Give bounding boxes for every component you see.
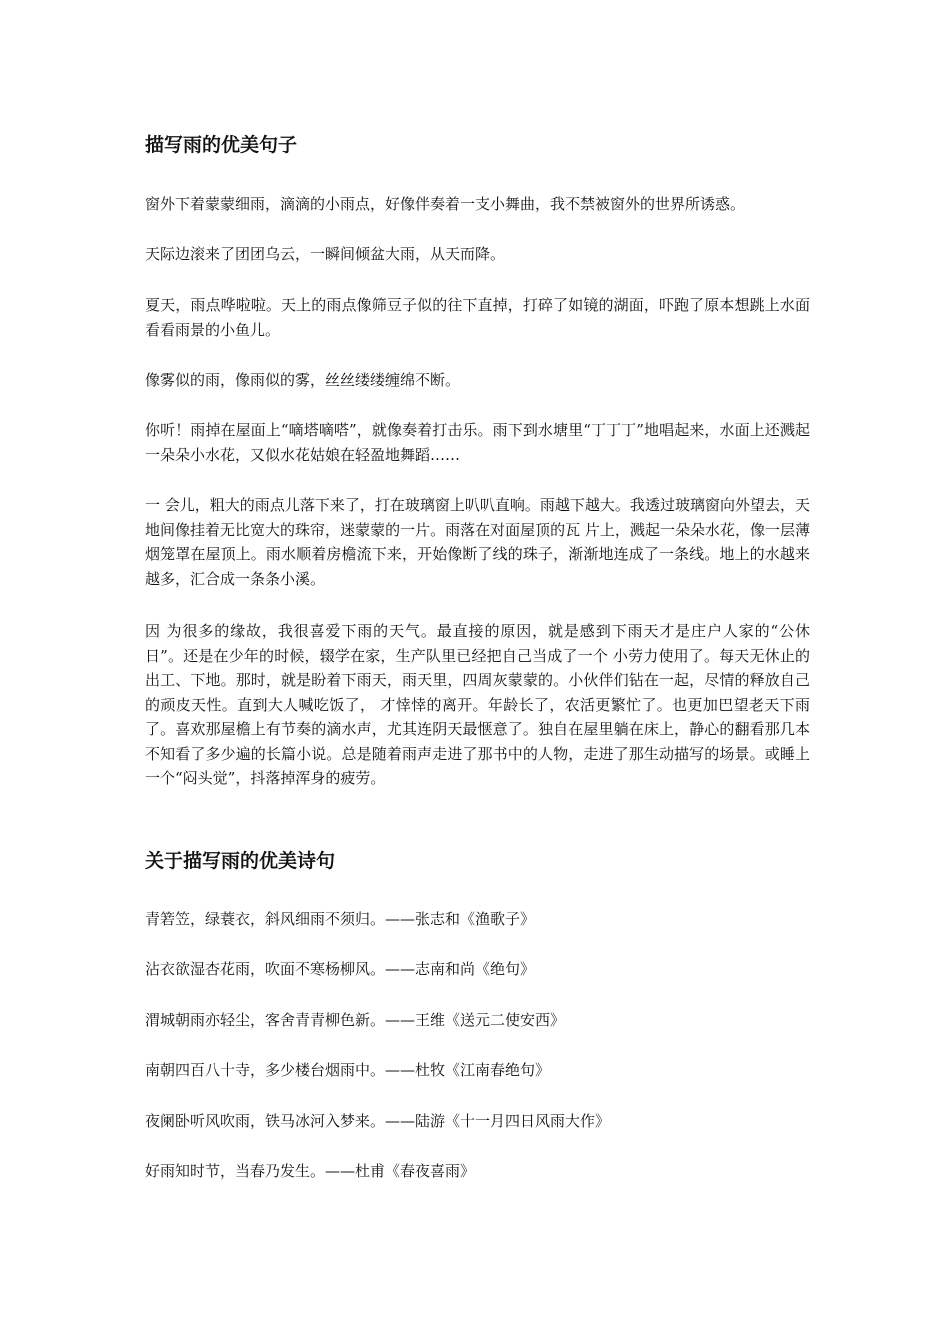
poem-line: 青箬笠，绿蓑衣，斜风细雨不须归。——张志和《渔歌子》 (145, 910, 536, 928)
paragraph: 你听！雨掉在屋面上“嘀塔嘀嗒”，就像奏着打击乐。雨下到水塘里“丁丁丁”地唱起来，水面上还溅起一朵朵小水花，又似水花姑娘在轻盈地舞蹈…… (145, 421, 810, 464)
poem-line: 好雨知时节，当春乃发生。——杜甫《春夜喜雨》 (145, 1162, 476, 1180)
paragraph: 夏天，雨点哗啦啦。天上的雨点像筛豆子似的往下直掉，打碎了如镜的湖面，吓跑了原本想跳上水面看看雨景的小鱼儿。 (145, 296, 810, 339)
poem-line: 南朝四百八十寺，多少楼台烟雨中。——杜牧《江南春绝句》 (145, 1061, 551, 1079)
paragraph: 窗外下着蒙蒙细雨，滴滴的小雨点，好像伴奏着一支小舞曲，我不禁被窗外的世界所诱惑。 (145, 195, 746, 213)
paragraph: 像雾似的雨，像雨似的雾，丝丝缕缕缠绵不断。 (145, 371, 461, 389)
section-heading-sentences: 描写雨的优美句子 (145, 134, 298, 156)
poem-line: 渭城朝雨亦轻尘，客舍青青柳色新。——王维《送元二使安西》 (145, 1011, 566, 1029)
poem-line: 夜阑卧听风吹雨，铁马冰河入梦来。——陆游《十一月四日风雨大作》 (145, 1112, 611, 1130)
paragraph: 因 为很多的缘故，我很喜爱下雨的天气。最直接的原因，就是感到下雨天才是庄户人家的“公休日”。还是在少年的时候，辍学在家，生产队里已经把自己当成了一个 小劳力使用了。每天无休止的出工、下地。那时，就是盼着下雨天，雨天里，四周灰蒙蒙的。小伙伴们钻在一起，尽情的释放自己的顽皮天性。直到大人喊吃饭了， 才悻悻的离开。年龄长了，农活更繁忙了。也更加巴望老天下雨了。喜欢那屋檐上有节奏的滴水声，尤其连阴天最惬意了。独自在屋里躺在床上，静心的翻看那几本 不知看了多少遍的长篇小说。总是随着雨声走进了那书中的人物，走进了那生动描写的场景。或睡上一个“闷头觉”，抖落掉浑身的疲劳。 (145, 622, 810, 787)
poem-line: 沾衣欲湿杏花雨，吹面不寒杨柳风。——志南和尚《绝句》 (145, 960, 536, 978)
section-heading-poems: 关于描写雨的优美诗句 (145, 850, 336, 872)
paragraph: 天际边滚来了团团乌云，一瞬间倾盆大雨，从天而降。 (145, 245, 506, 263)
paragraph: 一 会儿，粗大的雨点儿落下来了，打在玻璃窗上叭叭直响。雨越下越大。我透过玻璃窗向外望去，天地间像挂着无比宽大的珠帘，迷蒙蒙的一片。雨落在对面屋顶的瓦 片上，溅起一朵朵水花，像一层薄烟笼罩在屋顶上。雨水顺着房檐流下来，开始像断了线的珠子，渐渐地连成了一条线。地上的水越来越多，汇合成一条条小溪。 (145, 496, 810, 588)
